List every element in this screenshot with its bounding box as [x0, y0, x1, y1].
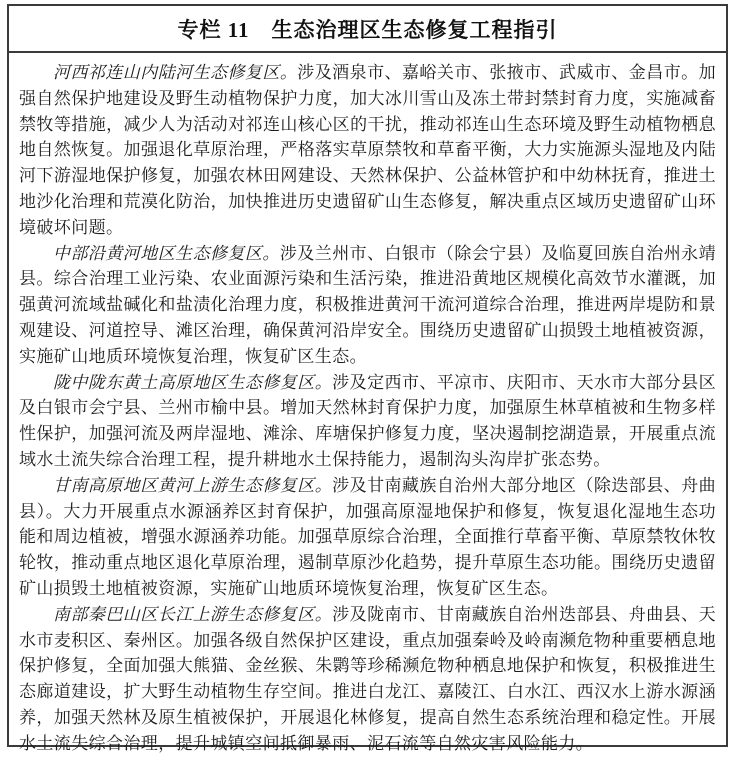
region-body: 涉及兰州市、白银市（除会宁县）及临夏回族自治州永靖县。综合治理工业污染、农业面源污染和生活污染，推进沿黄地区规模化高效节水灌溉，加强黄河流域盐碱化和盐渍化治理力度，积极推进黄河干流河道综合治理，推进两岸堤防和景观建设、河道控导、滩区治理，确保黄河沿岸安全。围绕历史遗留矿山损毁土地植被资源，实施矿山地质环境恢复治理，恢复矿区生态。 [19, 243, 717, 366]
region-body: 涉及甘南藏族自治州大部分地区（除迭部县、舟曲县）。大力开展重点水源涵养区封育保护，加强高原湿地保护和修复，恢复退化湿地生态功能和周边植被，增强水源涵养功能。加强草原综合治理，全面推行草畜平衡、草原禁牧休牧轮牧，推动重点地区退化草原治理，遏制草原沙化趋势，提升草原生态功能。围绕历史遗留矿山损毁土地植被资源，实施矿山地质环境恢复治理，恢复矿区生态。 [19, 475, 716, 598]
box-title: 专栏 11 生态治理区生态修复工程指引 [9, 6, 726, 53]
region-lead: 中部沿黄河地区生态修复区。 [53, 243, 280, 263]
region-lead: 甘南高原地区黄河上游生态修复区。 [53, 475, 333, 495]
paragraph-longzhong-longdong [19, 370, 716, 473]
region-body: 涉及定西市、平凉市、庆阳市、天水市大部分县区及白银市会宁县、兰州市榆中县。增加天然林封育保护力度，加强原生林草植被和生物多样性保护，加强河流及两岸湿地、滩涂、库塘保护修复力度，坚决遏制挖湖造景，开展重点流域水土流失综合治理工程，提升耕地水土保持能力，遏制沟头沟岸扩张态势。 [19, 372, 716, 469]
paragraph-gannan-gaoyuan [19, 473, 716, 602]
region-body: 涉及陇南市、甘南藏族自治州迭部县、舟曲县、天水市麦积区、秦州区。加强各级自然保护区建设，重点加强秦岭及岭南濒危物种重要栖息地保护修复，全面加强大熊猫、金丝猴、朱鹮等珍稀濒危物种栖息地保护和恢复，积极推进生态廊道建设，扩大野生动植物生存空间。推进白龙江、嘉陵江、白水江、西汉水上游水源涵养，加强天然林及原生植被保护，开展退化林修复，提高自然生态系统治理和稳定性。开展水土流失综合治理，提升城镇空间抵御暴雨、泥石流等自然灾害风险能力。 [19, 604, 716, 753]
paragraph-nanbu-qinba [19, 602, 716, 757]
region-lead: 陇中陇东黄土高原地区生态修复区。 [53, 372, 333, 392]
paragraph-hexi-qilianshan [19, 60, 716, 241]
paragraph-zhongbu-yanhuanghe [19, 241, 716, 370]
region-lead: 河西祁连山内陆河生态修复区。 [53, 63, 298, 82]
box-body [9, 53, 726, 763]
region-body: 涉及酒泉市、嘉峪关市、张掖市、武威市、金昌市。加强自然保护地建设及野生动植物保护力度，加大冰川雪山及冻土带封禁封育力度，实施减畜禁牧等措施，减少人为活动对祁连山核心区的干扰，推动祁连山生态环境及野生动植物栖息地自然恢复。加强退化草原治理，严格落实草原禁牧和草畜平衡，大力实施源头湿地及内陆河下游湿地保护修复，加强农林田网建设、天然林保护、公益林管护和中幼林抚育，推进土地沙化治理和荒漠化防治，加快推进历史遗留矿山生态修复，解决重点区域历史遗留矿山环境破坏问题。 [19, 63, 716, 237]
region-lead: 南部秦巴山区长江上游生态修复区。 [53, 604, 333, 624]
callout-box [7, 4, 728, 753]
